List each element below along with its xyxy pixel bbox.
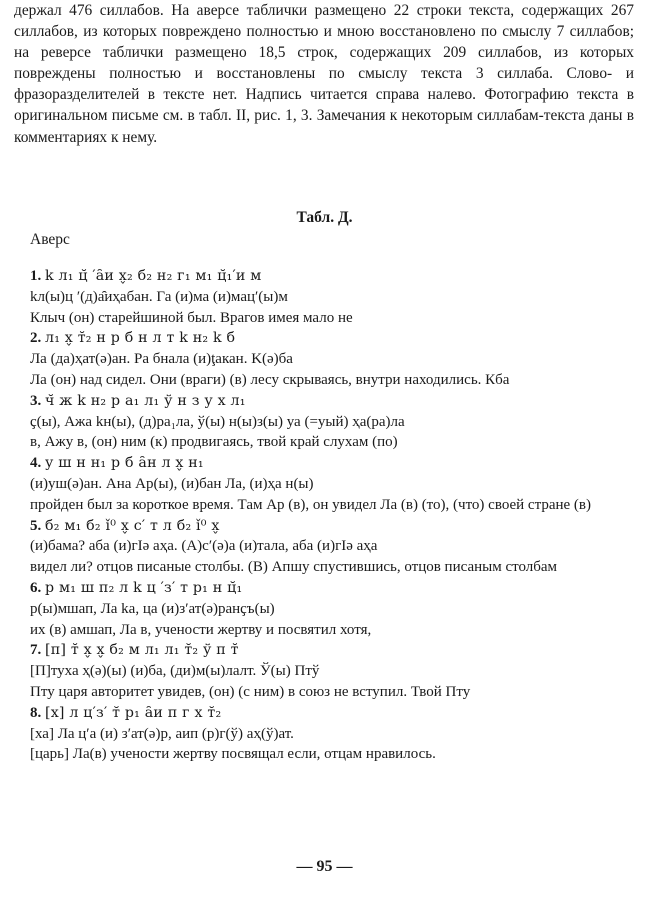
transliteration-line: б₂ м₁ б₂ ǐ⁰ x̬ с′ т л б₂ ǐ⁰ x̬ [45,517,220,534]
transliteration-line: у ш н н₁ р б а̑н л x̬ н₁ [45,455,204,472]
entry-number: 6. [30,579,42,596]
side-label: Аверс [30,231,70,248]
reading-line: ҫ(ы), Ажа kн(ы), (д)ра₁ла, ў(ы) н(ы)з(ы) уа (=уый) ҳа(ра)ла [30,413,405,430]
intro-paragraph [14,0,634,148]
translation-line: Пту царя авторитет увидев, (он) (с ним) в союз не вступил. Твой Пту [30,683,471,700]
entry-number: 4. [30,455,42,472]
inscription-entries [30,266,630,765]
entry-2 [30,328,630,390]
entry-number: 1. [30,268,42,284]
translation-line: видел ли? отцов писаные столбы. (В) Апшу спустившись, отцов писаным столбам [30,559,558,576]
transliteration-line: ч̆ ж k н₂ р а₁ л₁ ў н з у x л₁ [45,392,246,409]
translation-line: в, Ажу в, (он) ним (к) продвигаясь, твой край слухам (по) [30,434,398,451]
reading-line: (и)бама? аба (и)гІә аҳа. (А)с′(ә)а (и)тала, аба (и)гІә аҳа [30,538,378,555]
transliteration-line: k л₁ ц̆ ′а̑и x̬₂ б₂ н₂ г₁ м₁ ц̆₁′и м [45,268,262,284]
reading-line: р(ы)мшап, Ла kа, ца (и)з′ат(ә)ранҫъ(ы) [30,600,275,617]
entry-8 [30,703,630,765]
translation-line: их (в) амшап, Ла в, учености жертву и посвятил хотя, [30,621,372,638]
entry-number: 2. [30,330,42,347]
translation-line: [царь] Ла(в) учености жертву посвящал если, отцам нравилось. [30,746,436,763]
table-title: Табл. Д. [296,209,353,226]
reading-line: kл(ы)ц ′(д)а̑иҳабан. Га (и)ма (и)мац′(ы)м [30,288,288,305]
entry-number: 7. [30,642,42,659]
entry-number: 8. [30,704,42,721]
translation-line: Клыч (он) старейшиной был. Врагов имея мало не [30,309,353,326]
translation-line: пройден был за короткое время. Там Ар (в), он увидел Ла (в) (то), (что) своей стране (в) [30,496,591,513]
transliteration-line: [x] л ц′з′ т̆ р₁ а̑и п г x т̆₂ [45,704,222,721]
entry-6 [30,578,630,640]
entry-number: 5. [30,517,42,534]
translation-line: Ла (он) над сидел. Они (враги) (в) лесу скрываясь, внутри находились. Кба [30,371,510,388]
entry-3 [30,391,630,453]
reading-line: Ла (да)ҳат(ә)ан. Ра бнала (и)ţакан. K(ә)ба [30,351,293,368]
intro-text: держал 476 силлабов. На аверсе таблички размещено 22 строки текста, содержащих 267 силлабов, из которых повреждено полностью и мною восстановлено по смыслу 7 силлабов; на реверсе таблички размещено 18,5 строк, содержащих 209 силлабов, из которых повреждены полностью и восстановлены по смыслу текста 3 силлаба. Слово- и фразоразделителей в тексте нет. Надпись читается справа налево. Фотографию текста в оригинальном письме см. в табл. II, рис. 1, 3. Замечания к некоторым силлабам-текста даны в комментариях к нему. [14,2,634,146]
entry-1 [30,266,630,328]
entry-7 [30,640,630,702]
page-number: — 95 — [296,858,353,875]
reading-line: (и)уш(ә)ан. Ана Ар(ы), (и)бан Ла, (и)ҳа н(ы) [30,475,314,492]
entry-number: 3. [30,392,42,409]
transliteration-line: [п] т̆ x̬ x̬ б₂ м л₁ л₁ т̆₂ ў п т̆ [45,642,239,659]
transliteration-line: р м₁ ш п₂ л k ц ′з′ т р₁ н ц̆₁ [45,579,243,596]
entry-4 [30,453,630,515]
entry-5 [30,516,630,578]
reading-line: [П]туха ҳ(ә)(ы) (и)ба, (ди)м(ы)лалт. Ў(ы) Птў [30,663,320,680]
reading-line: [ха] Ла ц′а (и) з′ат(ә)р, аип (р)г(ў) аҳ(ў)ат. [30,725,294,742]
transliteration-line: л₁ x̬ т̆₂ н р б н л т k н₂ k б [45,330,236,347]
